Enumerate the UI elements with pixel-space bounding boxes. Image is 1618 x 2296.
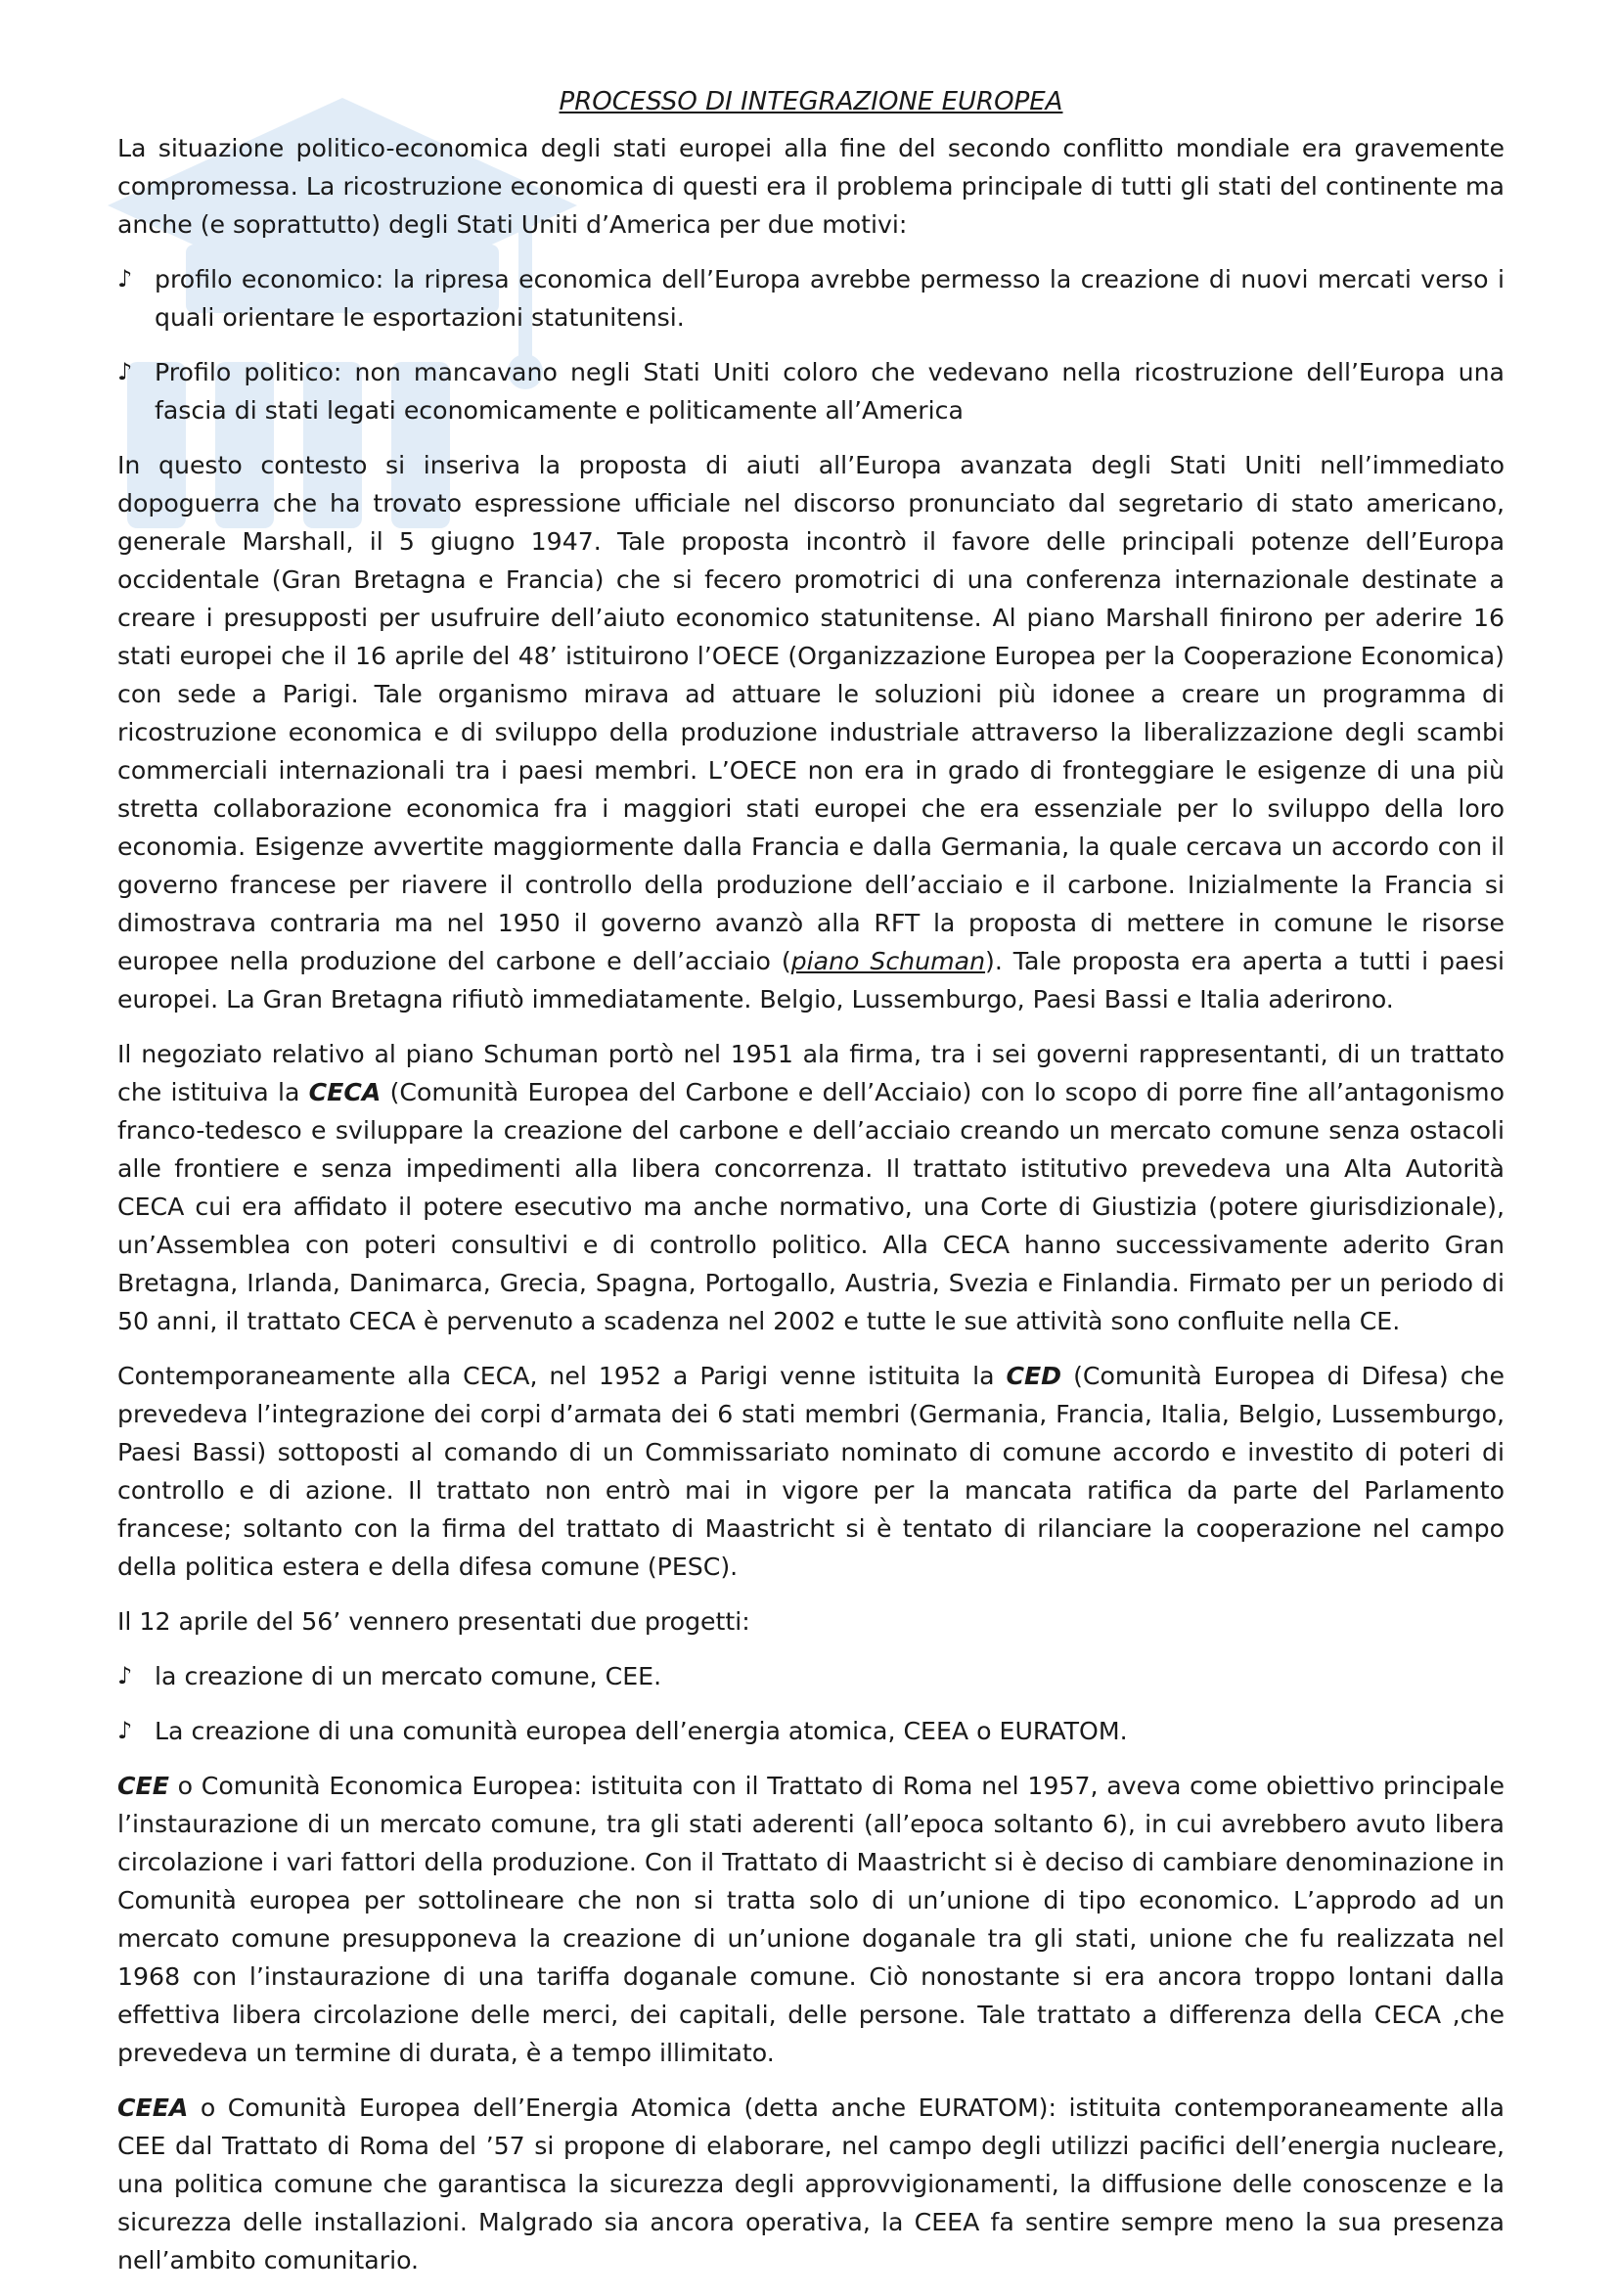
ceea-paragraph [117,2089,1505,2279]
piano-schuman-term: piano Schuman [790,947,986,975]
list-item-text: La creazione di una comunità europea dell’energia atomica, CEEA o EURATOM. [155,1717,1128,1745]
music-note-bullet-icon: ♪ [117,1662,133,1689]
music-note-bullet-icon: ♪ [117,265,133,293]
marshall-text: In questo contesto si inseriva la proposta di aiuti all’Europa avanzata degli Stati Uniti nell’immediato dopoguerra che ha trovato espressione ufficiale nel discorso pronunciato dal segretario di stato americano, generale Marshall, il 5 giugno 1947. Tale proposta incontrò il favore delle principali potenze dell’Europa occidentale (Gran Bretagna e Francia) che si fecero promotrici di una conferenza internazionale destinate a creare i presupposti per usufruire dell’aiuto economico statunitense. Al piano Marshall finirono per aderire 16 stati europei che il 16 aprile del 48’ istituirono l’OECE (Organizzazione Europea per la Cooperazione Economica) con sede a Parigi. Tale organismo mirava ad attuare le soluzioni più idonee a creare un programma di ricostruzione economica e di sviluppo della produzione industriale attraverso la liberalizzazione degli scambi commerciali internazionali tra i paesi membri. L’OECE non era in grado di fronteggiare le esigenze di una più stretta collaborazione economica fra i maggiori stati europei che era essenziale per lo sviluppo della loro economia. Esigenze avvertite maggiormente dalla Francia e dalla Germania, la quale cercava un accordo con il governo francese per riavere il controllo della produzione dell’acciaio e il carbone. Inizialmente la Francia si dimostrava contraria ma nel 1950 il governo avanzò alla RFT la proposta di mettere in comune le risorse europee nella produzione del carbone e dell’acciaio ( [117,451,1505,975]
ced-text-end: (Comunità Europea di Difesa) che prevedeva l’integrazione dei corpi d’armata dei 6 stati membri (Germania, Francia, Italia, Belgio, Lussemburgo, Paesi Bassi) sottoposti al comando di un Commissariato nominato di comune accordo e investito di poteri di controllo e di azione. Il trattato non entrò mai in vigore per la mancata ratifica da parte del Parlamento francese; soltanto con la firma del trattato di Maastricht si è tentato di rilanciare la cooperazione nel campo della politica estera e della difesa comune (PESC). [117,1362,1506,1581]
ceca-term: CECA [308,1078,382,1106]
intro-paragraph: La situazione politico-economica degli stati europei alla fine del secondo conflitto mondiale era gravemente compromessa. La ricostruzione economica di questi era il problema principale di tutti gli stati del continente ma anche (e soprattutto) degli Stati Uniti d’America per due motivi: [117,134,1505,239]
music-note-bullet-icon: ♪ [117,358,133,385]
projects-list [117,1657,1505,1750]
ceea-text: o Comunità Europea dell’Energia Atomica (detta anche EURATOM): istituita contemporaneamente alla CEE dal Trattato di Roma del ’57 si propone di elaborare, nel campo degli utilizzi pacifici dell’energia nucleare, una politica comune che garantisca la sicurezza degli approvvigionamenti, la diffusione delle conoscenze e la sicurezza delle installazioni. Malgrado sia ancora operativa, la CEEA fa sentire sempre meno la sua presenza nell’ambito comunitario. [117,2093,1505,2274]
marshall-text-end: ). Tale proposta era aperta a tutti i paesi europei. La Gran Bretagna rifiutò immediatamente. Belgio, Lussemburgo, Paesi Bassi e Italia aderirono. [117,947,1505,1013]
cee-text: o Comunità Economica Europea: istituita con il Trattato di Roma nel 1957, aveva come obiettivo principale l’instaurazione di un mercato comune, tra gli stati aderenti (all’epoca soltanto 6), in cui avrebbero avuto libera circolazione i vari fattori della produzione. Con il Trattato di Maastricht si è deciso di cambiare denominazione in Comunità europea per sottolineare che non si tratta solo di un’unione di tipo economico. L’approdo ad un mercato comune presupponeva la creazione di un’unione doganale tra gli stati, unione che fu realizzata nel 1968 con l’instaurazione di una tariffa doganale comune. Ciò nonostante si era ancora troppo lontani dalla effettiva libera circolazione delle merci, dei capitali, delle persone. Tale trattato a differenza della CECA ,che prevedeva un termine di durata, è a tempo illimitato. [117,1772,1505,2067]
list-item [117,1712,1505,1750]
motives-list [117,260,1505,429]
ceea-term: CEEA [117,2093,189,2122]
ceca-paragraph [117,1035,1505,1340]
projects-intro: Il 12 aprile del 56’ vennero presentati due progetti: [117,1607,750,1636]
list-item [117,1657,1505,1695]
music-note-bullet-icon: ♪ [117,1717,133,1744]
list-item-text: Profilo politico: non mancavano negli Stati Uniti coloro che vedevano nella ricostruzione dell’Europa una fascia di stati legati economicamente e politicamente all’America [155,358,1505,425]
ceca-text-end: (Comunità Europea del Carbone e dell’Acciaio) con lo scopo di porre fine all’antagonismo franco-tedesco e sviluppare la creazione del carbone e dell’acciaio creando un mercato comune senza ostacoli alle frontiere e senza impedimenti alla libera concorrenza. Il trattato istitutivo prevedeva una Alta Autorità CECA cui era affidato il potere esecutivo ma anche normativo, una Corte di Giustizia (potere giurisdizionale), un’Assemblea con poteri consultivi e di controllo politico. Alla CECA hanno successivamente aderito Gran Bretagna, Irlanda, Danimarca, Grecia, Spagna, Portogallo, Austria, Svezia e Finlandia. Firmato per un periodo di 50 anni, il trattato CECA è pervenuto a scadenza nel 2002 e tutte le sue attività sono confluite nella CE. [117,1078,1505,1335]
page-title: PROCESSO DI INTEGRAZIONE EUROPEA [559,87,1063,116]
list-item [117,260,1505,337]
ced-term: CED [1006,1362,1062,1390]
marshall-paragraph [117,446,1505,1018]
list-item-text: profilo economico: la ripresa economica dell’Europa avrebbe permesso la creazione di nuovi mercati verso i quali orientare le esportazioni statunitensi. [155,265,1505,332]
document-page [117,82,1505,2296]
cee-term: CEE [117,1772,169,1800]
list-item [117,353,1505,429]
ced-paragraph [117,1357,1505,1586]
ced-text: Contemporaneamente alla CECA, nel 1952 a Parigi venne istituita la [117,1362,1007,1390]
list-item-text: la creazione di un mercato comune, CEE. [155,1662,662,1690]
ceca-text: Il negoziato relativo al piano Schuman portò nel 1951 ala firma, tra i sei governi rappresentanti, di un trattato che istituiva la [117,1040,1505,1106]
cee-paragraph [117,1767,1505,2072]
